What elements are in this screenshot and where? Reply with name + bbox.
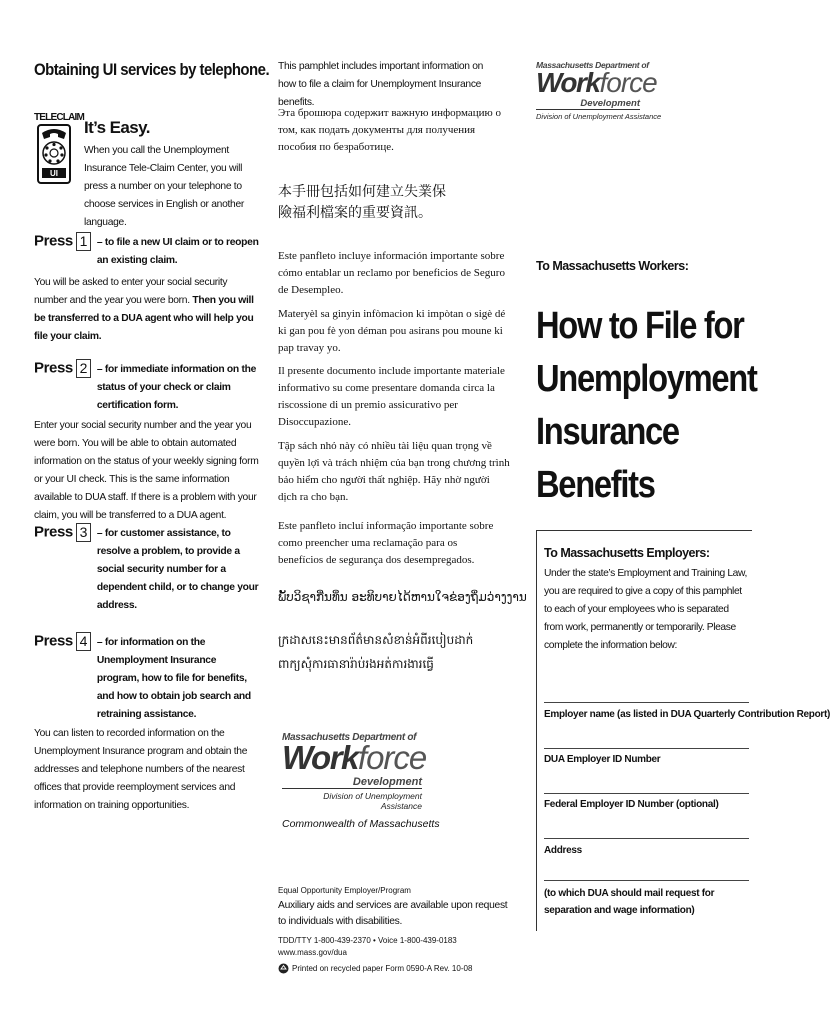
recycle-icon	[278, 963, 289, 974]
logo-development: Development	[282, 776, 422, 789]
body-text: You will be asked to enter your social security number and the year you were born.	[34, 277, 228, 306]
logo-work: Work	[282, 739, 358, 776]
press-word: Press	[34, 523, 73, 541]
workforce-logo-middle	[282, 732, 427, 811]
main-title	[536, 300, 792, 512]
pamphlet-intro: This pamphlet includes important information on how to file a claim for Unemployment Insurance benefits.	[278, 61, 484, 108]
press-item-title: – to file a new UI claim or to reopen an existing claim.	[96, 237, 259, 266]
portuguese-text: Este panfleto incluí informação importante sobre como preencher uma reclamação para os benefícios de segurança dos desempregados.	[278, 520, 494, 566]
press-label	[34, 232, 91, 270]
key-number-box: 1	[76, 232, 91, 251]
federal-id-line[interactable]	[544, 793, 749, 794]
title-line: How to File for	[536, 305, 744, 347]
website-text: www.mass.gov/dua	[278, 948, 347, 957]
press-item-2	[34, 359, 260, 525]
logo-department-line: Massachusetts Department of	[282, 732, 417, 743]
logo-force: force	[357, 739, 427, 776]
press-word: Press	[34, 232, 73, 250]
employers-text: Under the state’s Employment and Training Law, you are required to give a copy of this pamphlet to each of your employees who is separated from work, permanently or temporarily. Please complete the information below:	[544, 568, 747, 651]
commonwealth-text: Commonwealth of Massachusetts	[282, 818, 440, 830]
press-label	[34, 359, 91, 415]
address-note-label: (to which DUA should mail request for separation and wage information)	[544, 888, 715, 916]
body-bold-text: Then you will be transferred to a DUA agent who will help you file your claim.	[34, 295, 254, 342]
logo-department-line: Massachusetts Department of	[536, 60, 649, 70]
press-item-title: – for customer assistance, to resolve a problem, to provide a social security number for a dependent child, or to change your address.	[96, 528, 259, 611]
press-item-1	[34, 232, 260, 346]
svg-text:UI: UI	[50, 169, 58, 178]
telephone-icon	[34, 123, 74, 185]
address-line[interactable]	[544, 838, 749, 839]
press-item-4	[34, 632, 260, 724]
key-number-box: 2	[76, 359, 91, 378]
employer-id-label: DUA Employer ID Number	[544, 754, 661, 765]
logo-work: Work	[536, 67, 600, 98]
logo-development: Development	[536, 98, 640, 110]
logo-force: force	[599, 67, 657, 98]
russian-text: Эта брошюра содержит важную информацию о том, как подать документы для получения пособия по безработице.	[278, 107, 501, 153]
teleclaim-block	[34, 112, 85, 190]
teleclaim-label: TELECLAIM	[34, 112, 85, 123]
to-workers-heading: To Massachusetts Workers:	[536, 259, 689, 273]
press-label	[34, 523, 91, 615]
its-easy-text: When you call the Unemployment Insurance Tele-Claim Center, you will press a number on your telephone to choose services in English or another language.	[84, 145, 245, 228]
workforce-logo-top	[536, 60, 662, 121]
employer-id-line[interactable]	[544, 748, 749, 749]
printed-recycled	[278, 963, 472, 974]
khmer-text: ក្រដាសនេះមានព័ត៌មានសំខាន់អំពីរបៀបដាក់ពាក្យសុំការធានារ៉ាប់រងអត់ការងារធ្វើ	[278, 633, 474, 671]
lao-text: ພັ້ບວິຊາກີ່ນທິ່ນ ອະທິບາຍໄດ້ຫານໃຈຂ່ອງຖິ່ມວ່າງງານ	[278, 590, 527, 604]
employer-name-label: Employer name (as listed in DUA Quarterly Contribution Report)	[544, 709, 830, 720]
press-item-body	[34, 274, 260, 346]
title-line: Unemployment	[536, 358, 757, 400]
press-word: Press	[34, 632, 73, 650]
its-easy-title: It’s Easy.	[84, 118, 150, 137]
press-item-title: – for information on the Unemployment Insurance program, how to file for benefits, and how to obtain job search and retraining assistance.	[96, 637, 251, 720]
haitian-creole-text: Materyèl sa ginyin infòmacion ki impòtan o sigè dé ki gan pou fè yon déman pou asirans pou moune ki pap travay yo.	[278, 308, 506, 354]
spanish-text: Este panfleto incluye información importante sobre cómo entablar un reclamo por beneficios de Seguro de Desempleo.	[278, 250, 505, 296]
title-line: Insurance	[536, 411, 679, 453]
recorded-info-text: You can listen to recorded information on the Unemployment Insurance program and obtain the addresses and telephone numbers of the nearest offices that provide reemployment services and information on training opportunities.	[34, 728, 248, 811]
address-line-2[interactable]	[544, 880, 749, 881]
address-label: Address	[544, 845, 582, 856]
press-item-body: Enter your social security number and the year you were born. You will be able to obtain automated information on the status of your weekly signing form or your UI check. This is the same information available to DUA staff. If there is a problem with your claim, you will be transferred to a DUA agent.	[34, 420, 259, 521]
logo-division: Division of Unemployment Assistance	[536, 112, 662, 121]
printed-text: Printed on recycled paper Form 0590-A Rev. 10-08	[292, 964, 473, 973]
vietnamese-text: Tập sách nhỏ này có nhiều tài liệu quan trọng về quyền lợi và trách nhiệm của bạn trong chương trình bảo hiểm cho người thất nghiệp. Hãy nhờ người dịch ra cho bạn.	[278, 440, 510, 503]
title-line: Benefits	[536, 464, 655, 506]
auxiliary-aids-text: Auxiliary aids and services are available upon request to individuals with disabilities.	[278, 900, 508, 927]
press-item-title: – for immediate information on the status of your check or claim certification form.	[96, 364, 257, 411]
key-number-box: 4	[76, 632, 91, 651]
key-number-box: 3	[76, 523, 91, 542]
press-word: Press	[34, 359, 73, 377]
press-label	[34, 632, 91, 724]
telephone-services-heading: Obtaining UI services by telephone.	[34, 60, 270, 79]
logo-division: Division of Unemployment Assistance	[323, 791, 422, 811]
equal-opportunity-text: Equal Opportunity Employer/Program	[278, 886, 411, 895]
federal-id-label: Federal Employer ID Number (optional)	[544, 799, 719, 810]
employer-name-line[interactable]	[544, 702, 749, 703]
italian-text: Il presente documento include importante materiale informativo su come presentare domanda circa la riscossione di un premio assicurativo per Disoccupazione.	[278, 365, 505, 428]
tty-voice-text: TDD/TTY 1-800-439-2370 • Voice 1-800-439-0183	[278, 936, 457, 945]
press-item-3	[34, 523, 260, 615]
to-employers-heading: To Massachusetts Employers:	[544, 546, 710, 560]
chinese-text: 本手冊包括如何建立失業保險福利檔案的重要資訊。	[278, 184, 446, 221]
